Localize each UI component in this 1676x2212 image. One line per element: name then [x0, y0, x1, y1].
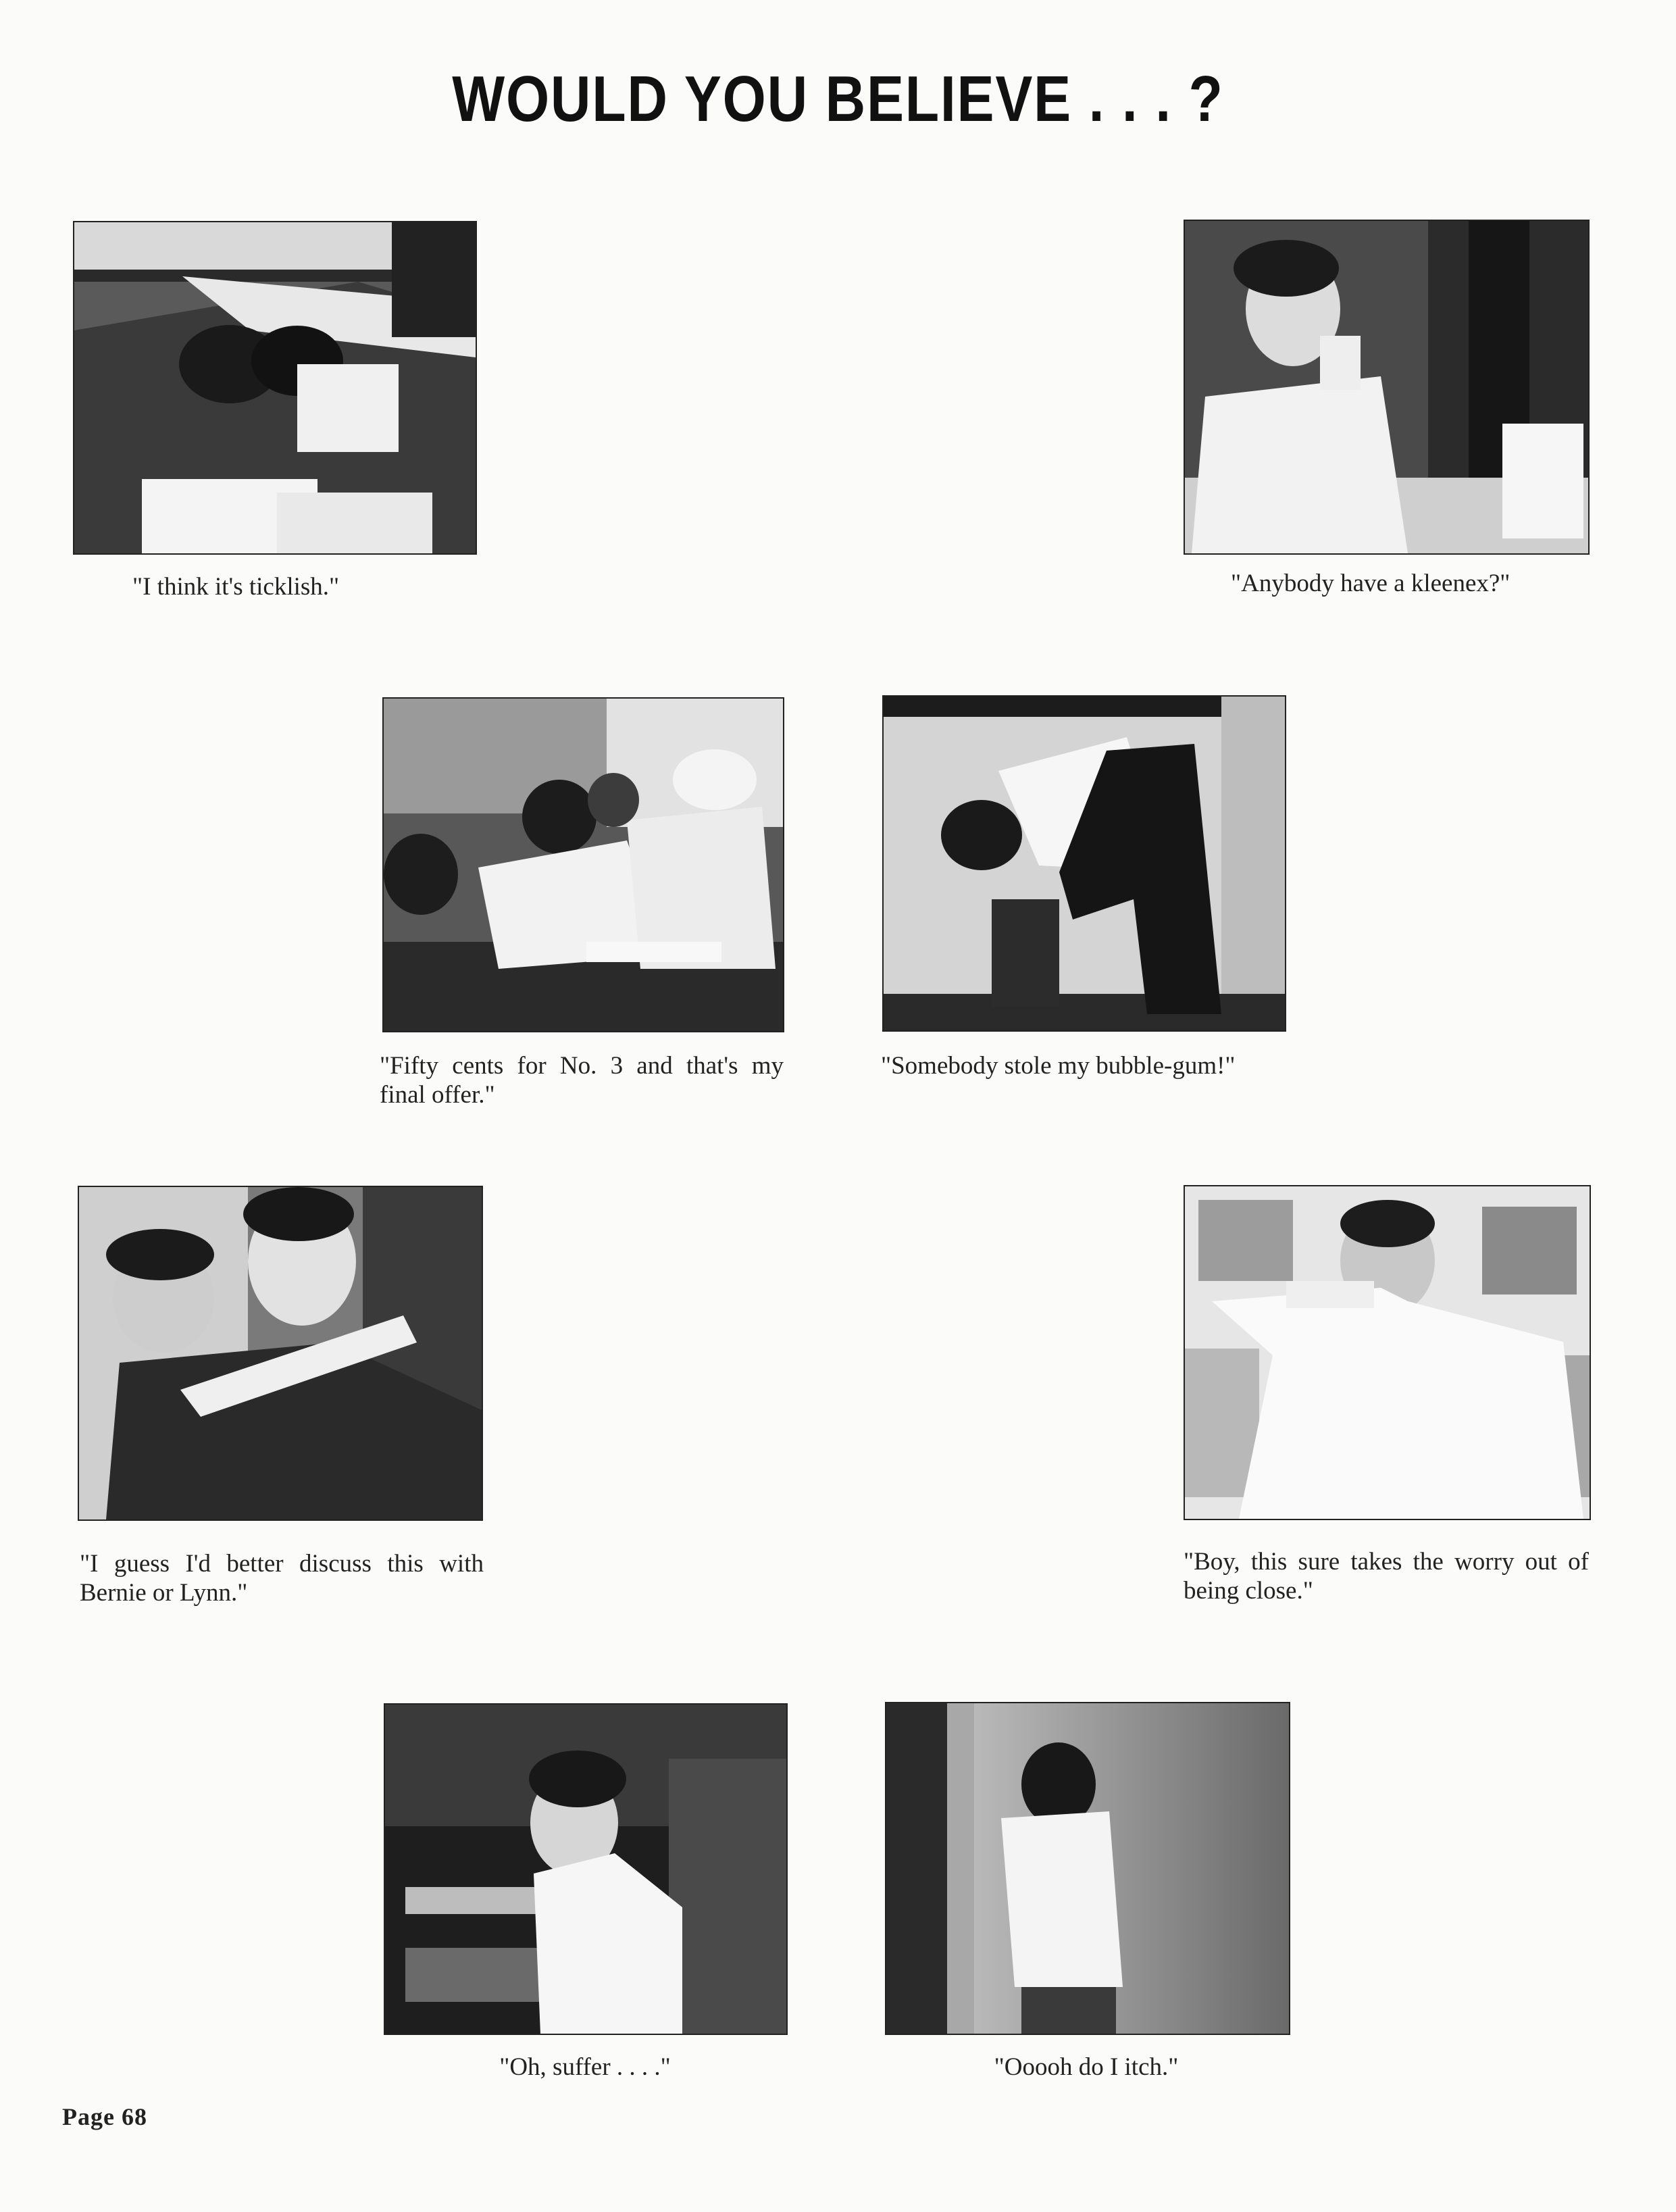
photo-caption: "Ooooh do I itch." [994, 2053, 1179, 2081]
page-number: Page 68 [62, 2103, 147, 2130]
photo-ticklish [73, 221, 477, 555]
photo-caption: "Oh, suffer . . . ." [499, 2053, 671, 2081]
photo-bubble-gum [882, 695, 1286, 1032]
photo-caption: "Boy, this sure takes the worry out of being close." [1184, 1548, 1589, 1605]
page-title: WOULD YOU BELIEVE . . . ? [452, 63, 1224, 135]
photo-suffer [384, 1703, 788, 2035]
photo-kleenex [1184, 220, 1590, 555]
photo-caption: "I think it's ticklish." [132, 573, 340, 601]
photo-discuss [78, 1186, 483, 1521]
photo-worry [1184, 1185, 1591, 1520]
photo-caption: "Somebody stole my bubble-gum!" [881, 1052, 1236, 1080]
photo-itch [885, 1702, 1290, 2035]
photo-fifty-cents [382, 697, 784, 1032]
photo-caption: "Anybody have a kleenex?" [1231, 570, 1510, 597]
photo-caption: "I guess I'd better discuss this with Bernie or Lynn." [80, 1550, 484, 1607]
photo-caption: "Fifty cents for No. 3 and that's my final offer." [380, 1052, 784, 1109]
